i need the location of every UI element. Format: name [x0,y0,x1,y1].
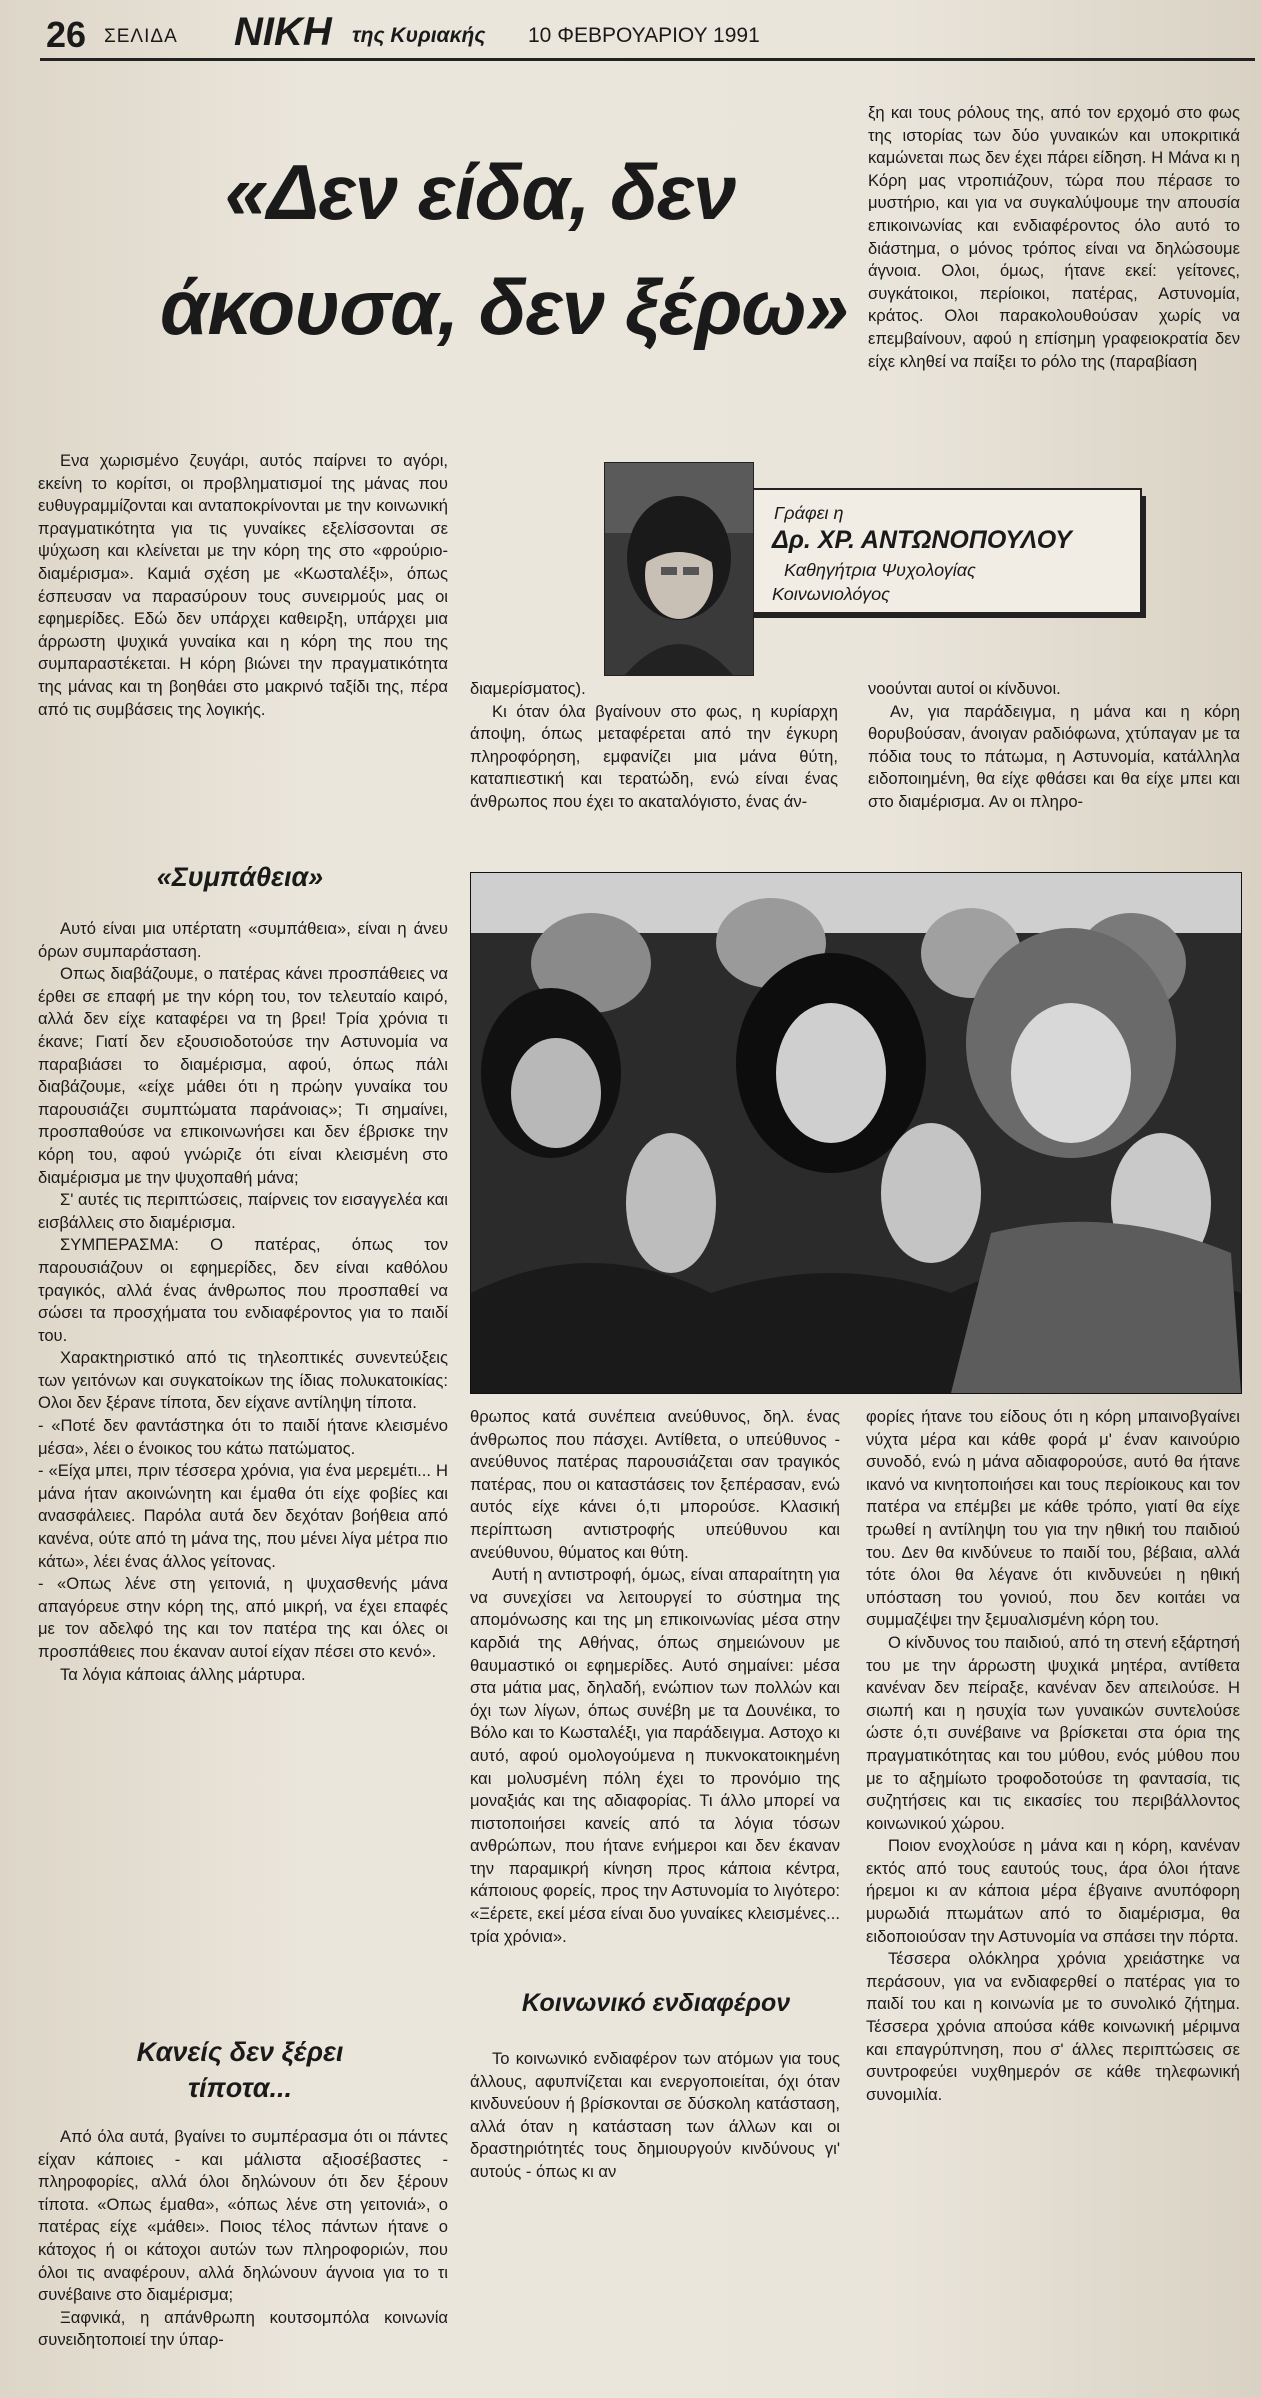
column-3-upper [868,102,1240,373]
paragraph: Σ' αυτές τις περιπτώσεις, παίρνεις τον εισαγγελέα και εισβάλλεις στο διαμέρισμα. [38,1190,448,1232]
paragraph: θρωπος κατά συνέπεια ανεύθυνος, δηλ. ένας άνθρωπος που πάσχει. Αντίθετα, ο υπεύθυνος - ανεύθυνος πατέρας παρουσιάζεται σαν τραγικός πατέρας, που οι καταστάσεις τον ξεπέρασαν, ενώ αυτός είχε κάνει ό,τι μπορούσε. Κλασική περίπτωση αντιστροφής υπεύθυνου και ανεύθυνου, θύματος και θύτη. [470,1407,840,1562]
subhead-koinoniko: Κοινωνικό ενδιαφέρον [521,1989,791,2017]
author-portrait [604,462,754,676]
paragraph: Τα λόγια κάποιας άλλης μάρτυρα. [60,1664,306,1684]
paragraph: - «Οπως λένε στη γειτονιά, η ψυχασθενής μάνα απαγόρευε στην κόρη της, από μικρή, να έχει επαφές με τον αδελφό της και τον πατέρα της και όλες οι προσπάθειες που έκαναν αυτοί είχαν πέσει στο κενό». [38,1574,448,1661]
paragraph: Από όλα αυτά, βγαίνει το συμπέρασμα ότι οι πάντες είχαν κάποιες - και μάλιστα αξιοσέβαστες - πληροφορίες, αλλά όλοι δηλώνουν ότι δεν ξέρουν τίποτα. «Οπως έμαθα», «όπως λένε στη γειτονιά», ο πατέρας είχε «μάθει». Ποιος τέλος πάντων ήτανε ο κάτοχος ή οι κάτοχοι αυτών των πληροφοριών, που όλοι τις αναφέρουν, αλλά δηλώνουν άγνοια για το τι συνέβαινε στο διαμέρισμα; [38,2127,448,2305]
byline-role-1: Καθηγήτρια Ψυχολογίας [784,560,976,580]
column-1-intro [38,450,448,721]
paragraph: φορίες ήτανε του είδους ότι η κόρη μπαινοβγαίνει νύχτα μέρα και κάθε φορά μ' έναν καινούριο συνοδό, ενώ η μάνα αδιαφορούσε, αυτό θα ήτανε ικανό να κινητοποιήσει και τους περίοικους και τον πατέρα να επέμβει με κάθε τρόπο, γιατί θα είχε τρωθεί η αντίληψη του για την ηθική του παιδιού του. Δεν θα κινδύνευε το παιδί του, βέβαια, αλλά τότε όλοι θα λέγανε ότι κινδυνεύει η ηθική υπόσταση του γονιού, που δεν κοιτάει να συμμαζέψει την ξεμυαλισμένη κόρη του. [866,1407,1240,1630]
paragraph: νοούνται αυτοί οι κίνδυνοι. [868,679,1061,698]
paragraph: Αν, για παράδειγμα, η μάνα και η κόρη θορυβούσαν, άνοιγαν ραδιόφωνα, χτύπαγαν με τα πόδια τους το πάτωμα, η Αστυνομία, κατάλληλα ειδοποιημένη, θα είχε φθάσει και θα είχε μπει και στο διαμέρισμα. Αν οι πληρο- [868,701,1240,811]
paragraph: ΣΥΜΠΕΡΑΣΜΑ: Ο πατέρας, όπως τον παρουσιάζουν οι εφημερίδες, δεν είναι καθόλου τραγικός, αλλά ένας άνθρωπος που προσπαθεί να σώσει τα προσχήματα του ενδιαφέροντος για το παιδί του. [38,1235,448,1345]
paragraph: Τέσσερα ολόκληρα χρόνια χρειάστηκε να περάσουν, για να ενδιαφερθεί ο πατέρας για το παιδί του και η κοινωνία με το συνολικό ζήτημα. Τέσσερα χρόνια απούσα κάθε κοινωνική μέριμνα και επαγρύπνηση, που σ' άλλες περιπτώσεις σε συντροφεύει νυχθημερόν σε κάθε τηλεφωνική συνομιλία. [866,1949,1240,2104]
header-rule [40,58,1255,61]
paragraph: Αυτό είναι μια υπέρτατη «συμπάθεια», είναι η άνευ όρων συμπαράσταση. [38,919,448,961]
byline-role-2: Κοινωνιολόγος [772,584,890,604]
crowd-photo [470,872,1242,1394]
paragraph: Ο κίνδυνος του παιδιού, από τη στενή εξάρτησή του με την άρρωστη ψυχικά μητέρα, αντίθετα κανέναν δεν πείραξε, κανέναν δεν απειλούσε. Η σιωπή και η ησυχία των γυναικών συντελούσε ώστε ό,τι συνέβαινε να βρίσκεται στα όρια της πραγματικότητας και του μύθου, ενός μύθου που με το αξημίωτο τροφοδοτούσε τη φαντασία, τις συζητήσεις και τις εικασίες του περιβάλλοντος κοινωνικού χώρου. [866,1632,1240,1833]
byline-prefix: Γράφει η [774,503,844,523]
column-1-end [38,2126,448,2352]
column-2-end [470,2048,840,2184]
column-3-mid [868,678,1240,814]
headline-line-1: «Δεν είδα, δεν [224,148,736,236]
paragraph: Ξαφνικά, η απάνθρωπη κουτσομπόλα κοινωνία συνειδητοποιεί την ύπαρ- [38,2307,448,2350]
column-4-lower [866,1406,1240,2106]
section-label: ΣΕΛΙΔΑ [104,26,178,47]
paragraph: - «Είχα μπει, πριν τέσσερα χρόνια, για ένα μερεμέτι... Η μάνα ήταν ακοινώνητη και έμαθα ότι είχε φοβίες και ανασφάλειες. Παρόλα αυτά δεν δεχόταν βοήθεια από κανένα, ούτε από τη μάνα της, που μένει λίγα μέτρα πιο κάτω», λέει ένας άλλος γείτονας. [38,1461,448,1571]
paragraph: - «Ποτέ δεν φαντάστηκα ότι το παιδί ήτανε κλεισμένο μέσα», λέει ο ένοικος του κάτω πατώματος. [38,1416,448,1458]
column-1-body [38,918,448,1686]
newspaper-name: ΝΙΚΗ [234,10,332,54]
subhead-kaneis [60,2034,420,2106]
paragraph: Το κοινωνικό ενδιαφέρον των ατόμων για τους άλλους, αφυπνίζεται και ενεργοποιείται, όχι όταν κινδυνεύουν ή βρίσκονται σε δύσκολη κατάσταση, αλλά όταν η κατάσταση των άλλων και οι δραστηριότητές τους δημιουργούν κινδύνους γι' αυτούς - όπως κι αν [470,2049,840,2181]
headline [160,135,848,365]
paragraph: ξη και τους ρόλους της, από τον ερχομό στο φως της ιστορίας των δύο γυναικών και υποκριτικά καμώνεται πως δεν έχει πάρει είδηση. Η Μάνα κι η Κόρη μας ντροπιάζουν, τώρα που πέρασε το μυστήριο, και για να συγκαλύψουμε την απουσία επικοινωνίας και ενδιαφέροντος όλο αυτό το διάστημα, ο μόνος τρόπος είναι να δηλώσουμε άγνοια. Ολοι, όμως, ήτανε εκεί: γείτονες, συγκάτοικοι, περίοικοι, πατέρας, Αστυνομία, κράτος. Ολοι παρακολουθούσαν χωρίς να επεμβαίνουν, αφού η επίσημη γραφειοκρατία δεν είχε κληθεί να παίξει το ρόλο της (παραβίαση [868,103,1240,371]
edition-label: της Κυριακής [352,24,486,47]
page-header [18,6,1248,58]
paragraph: Αυτή η αντιστροφή, όμως, είναι απαραίτητη για να συνεχίσει να λειτουργεί το σύστημα της απομόνωσης και της μη επικοινωνίας μέσα στην καρδιά της Αθήνας, όπως σημειώνουν με θαυμαστικό οι εφημερίδες. Αυτό σημαίνει: μέσα στα μάτια μας, δηλαδή, ενώπιον των πολλών και όχι των λίγων, όπως συνέβη με τα Δουνέικα, το Βόλο και το Κωσταλέξι, για παράδειγμα. Αστοχο κι αυτό, αφού ομολογούμενα η πυκνοκατοικημένη και μολυσμένη πόλη έχει το προνόμιο της μοναξιάς και της αδιαφορίας. Τι άλλο μπορεί να πιστοποιήσει κανείς από τα λόγια τόσων ανθρώπων, που ήτανε ενήμεροι και δεν έκαναν την παραμικρή κίνηση προς κάποια κέντρα, κάποιους φορείς, προς την Αστυνομία το λιγότερο: «Ξέρετε, εκεί μέσα είναι δυο γυναίκες κλεισμένες... τρία χρόνια». [470,1565,840,1946]
paragraph: Χαρακτηριστικό από τις τηλεοπτικές συνεντεύξεις των γειτόνων και συγκατοίκων της ίδιας πολυκατοικίας: Ολοι δεν ξέρανε τίποτα, δεν είχανε αντίληψη τίποτα. [38,1348,448,1413]
subhead-sympatheia: «Συμπάθεια» [156,862,324,892]
byline-author: Δρ. ΧΡ. ΑΝΤΩΝΟΠΟΥΛΟΥ [772,526,1072,554]
page-number: 26 [46,14,87,55]
paragraph: Κι όταν όλα βγαίνουν στο φως, η κυρίαρχη άποψη, όπως μεταφέρεται από την έγκυρη πληροφόρηση, εμφανίζει μια μάνα θύτη, καταπιεστική και τερατώδη, ενώ είναι ένας άνθρωπος που έχει το ακαταλόγιστο, ένας άν- [470,701,838,811]
column-2-upper [470,678,838,814]
headline-line-2: άκουσα, δεν ξέρω» [160,263,848,351]
subhead-kaneis-line-2: τίποτα... [187,2073,293,2103]
column-2-lower [470,1406,840,1948]
crowd-photo-image [471,873,1241,1393]
issue-date: 10 ΦΕΒΡΟΥΑΡΙΟΥ 1991 [528,24,760,47]
paragraph: Οπως διαβάζουμε, ο πατέρας κάνει προσπάθειες να έρθει σε επαφή με την κόρη του, τον τελευταίο καιρό, αλλά δεν είχε καταφέρει να τη βρει! Τρία χρόνια τι έκανε; Γιατί δεν εξουσιοδοτούσε την Αστυνομία να παραβιάσει το διαμέρισμα, αφού, όπως πάλι διαβάζουμε, «είχε μάθει ότι η πρώην γυναίκα του παρουσιάζει συμπτώματα παράνοιας»; Τι σημαίνει, προσπαθούσε να επικοινωνήσει και δεν έβρισκε την κόρη του, αφού γνώριζε ότι είναι κλεισμένη στο διαμέρισμα με την ψυχοπαθή μάνα; [38,964,448,1187]
paragraph: Ενα χωρισμένο ζευγάρι, αυτός παίρνει το αγόρι, εκείνη το κορίτσι, οι προβληματισμοί της μάνας που ευθυγραμμίζονται και ανταποκρίνονται με την κοινωνική πραγματικότητα για τις γυναίκες εξελίσσονται σε ψύχωση και κλείνεται με την κόρη της στο «φρούριο-διαμέρισμα». Καμιά σχέση με «Κωσταλέξι», όπως έσπευσαν να παρασύρουν τους συνειρμούς μας οι εφημερίδες. Εδώ δεν υπάρχει καθειρξη, υπάρχει μια άρρωστη ψυχικά γυναίκα και η κόρη της που της συμπαραστέκεται. Η κόρη βιώνει την πραγματικότητα της μάνας και τη βοηθάει στο μακρινό ταξίδι της, πέρα από τις συμβάσεις της λογικής. [38,451,448,719]
subhead-kaneis-line-1: Κανείς δεν ξέρει [136,2037,344,2067]
paragraph: Ποιον ενοχλούσε η μάνα και η κόρη, κανέναν εκτός από τους εαυτούς τους, άρα όλοι ήτανε ήρεμοι κι αν κάποια μέρα έβγαινε ανυπόφορη μυρωδιά πτωμάτων από το διαμέρισμα, θα ειδοποιούσαν την Αστυνομία να σπάσει την πόρτα. [866,1836,1240,1946]
paragraph: διαμερίσματος). [470,679,586,698]
author-portrait-image [605,463,753,675]
